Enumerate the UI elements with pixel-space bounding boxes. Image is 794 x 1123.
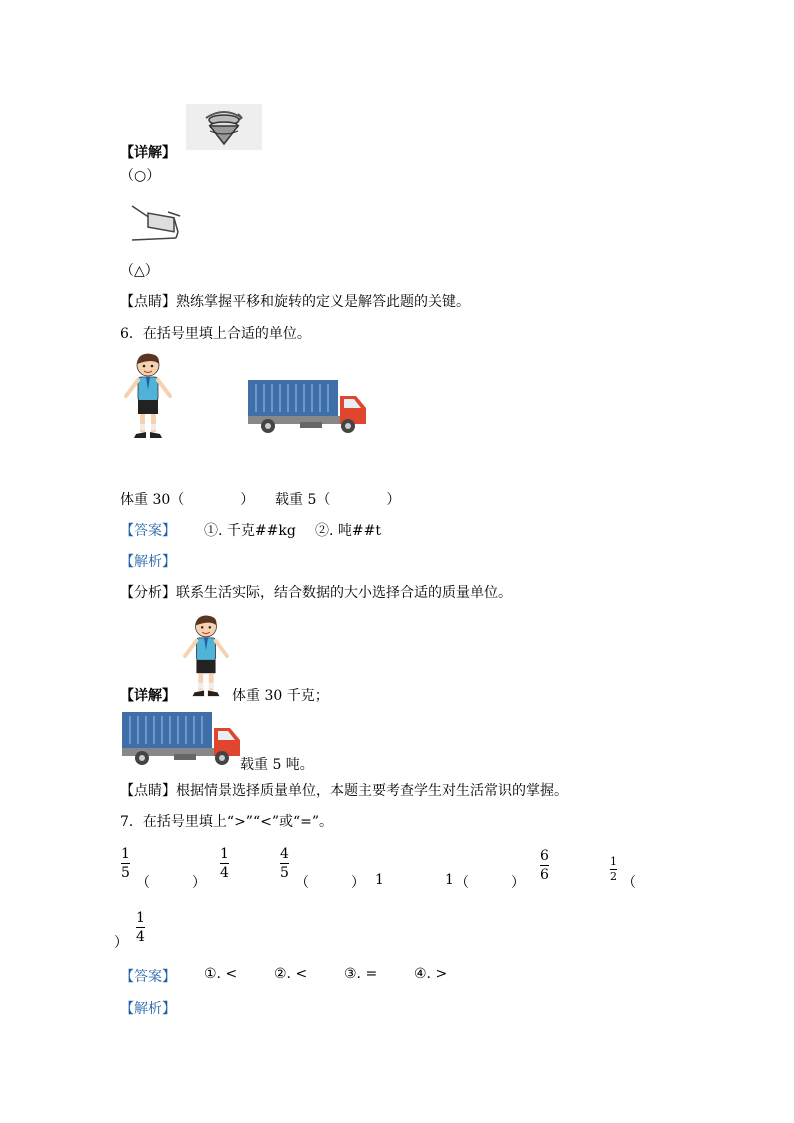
number-1-left: 1 [445, 872, 454, 888]
fraction-4-5: 4 5 [280, 846, 289, 881]
truck-icon [122, 712, 242, 768]
answer-label-q6: 【答案】 [120, 523, 176, 539]
answer-2-q7: ②. < [274, 966, 308, 982]
answer-circle: （○） [120, 168, 161, 184]
answer-2-q6: ②. 吨##t [315, 523, 381, 539]
detail-label-q6: 【详解】 [120, 688, 176, 704]
fraction-1-2: 1 2 [610, 855, 617, 883]
drawer-slide-icon [130, 202, 186, 242]
detail-label: 【详解】 [120, 145, 176, 161]
spinning-top-icon [186, 104, 262, 150]
answer-4-q7: ④. > [414, 966, 448, 982]
boy-icon [122, 352, 174, 442]
answer-1-q6: ①. 千克##kg [204, 523, 296, 539]
truck-icon [248, 380, 368, 436]
question-6-stem: 6．在括号里填上合适的单位。 [120, 326, 311, 342]
paren-open-4: （ [622, 875, 636, 891]
analysis-label-q7: 【解析】 [120, 1001, 176, 1017]
answer-3-q7: ③. = [344, 966, 378, 982]
answer-triangle: （△） [120, 263, 159, 279]
point-text-q5: 【点睛】熟练掌握平移和旋转的定义是解答此题的关键。 [120, 294, 470, 310]
blank-load-weight: 载重 5（ ） [275, 492, 401, 508]
paren-blank-1: （ ） [136, 875, 206, 891]
spinning-top-image [186, 104, 262, 150]
point-text-q6: 【点睛】根据情景选择质量单位，本题主要考查学生对生活常识的掌握。 [120, 783, 568, 799]
paren-blank-2: （ ） [295, 875, 365, 891]
detail-body-weight: 体重 30 千克； [232, 688, 329, 704]
detail-load-weight: 载重 5 吨。 [240, 757, 314, 773]
analysis-label-q6: 【解析】 [120, 554, 176, 570]
boy-icon [180, 614, 232, 700]
fraction-1-4: 1 4 [220, 846, 229, 881]
paren-blank-3: （ ） [455, 875, 525, 891]
fenxi-text-q6: 【分析】联系生活实际，结合数据的大小选择合适的质量单位。 [120, 585, 512, 601]
fraction-1-5: 1 5 [121, 846, 130, 881]
fraction-1-4-second: 1 4 [136, 910, 145, 945]
answer-1-q7: ①. < [204, 966, 238, 982]
fraction-6-6: 6 6 [540, 848, 549, 883]
blank-body-weight: 体重 30（ ） [120, 492, 255, 508]
paren-close-4: ） [114, 935, 128, 951]
answer-label-q7: 【答案】 [120, 969, 176, 985]
number-1: 1 [375, 872, 384, 888]
question-7-stem: 7．在括号里填上“>”“<”或“=”。 [120, 814, 334, 830]
